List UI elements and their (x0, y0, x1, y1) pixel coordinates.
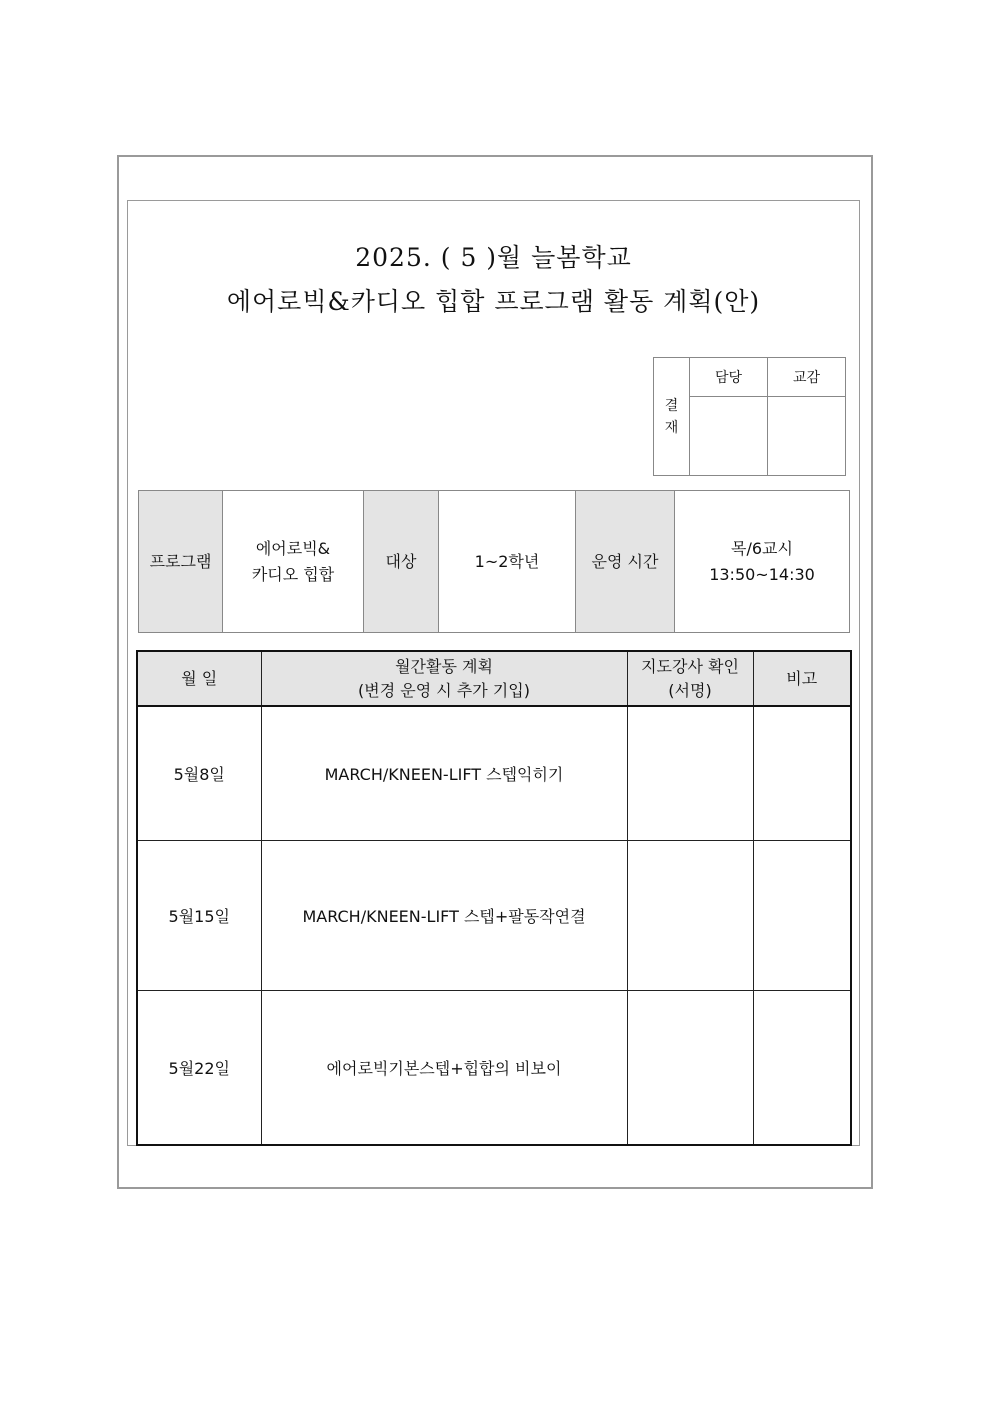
program-value-line-2: 카디오 힙합 (251, 564, 335, 584)
approval-side-label-2: 재 (664, 419, 679, 436)
approval-col-manager: 담당 (690, 358, 768, 397)
approval-col-vice-principal: 교감 (768, 358, 846, 397)
time-label: 운영 시간 (576, 491, 675, 633)
target-value: 1~2학년 (439, 491, 576, 633)
approval-side-label-1: 결 (664, 397, 679, 414)
row-note[interactable] (753, 840, 851, 990)
row-note[interactable] (753, 990, 851, 1145)
program-value (223, 491, 364, 633)
table-row (137, 840, 851, 990)
row-confirm-sign[interactable] (627, 706, 753, 840)
time-value-line-1: 목/6교시 (731, 538, 793, 558)
document-title-line-2: 에어로빅&카디오 힙합 프로그램 활동 계획(안) (226, 287, 761, 316)
row-confirm-sign[interactable] (627, 990, 753, 1145)
row-activity: 에어로빅기본스텝+힙합의 비보이 (261, 990, 627, 1145)
header-confirm (627, 651, 753, 706)
table-row (137, 706, 851, 840)
approval-side-label (654, 358, 690, 476)
program-label: 프로그램 (139, 491, 223, 633)
approval-sign-manager[interactable] (690, 397, 768, 476)
time-value (675, 491, 850, 633)
row-note[interactable] (753, 706, 851, 840)
row-activity: MARCH/KNEEN-LIFT 스텝익히기 (261, 706, 627, 840)
row-confirm-sign[interactable] (627, 840, 753, 990)
monthly-plan-table (136, 650, 852, 1146)
approval-box (653, 357, 846, 476)
row-date: 5월15일 (137, 840, 261, 990)
program-value-line-1: 에어로빅& (255, 538, 331, 558)
header-date: 월 일 (137, 651, 261, 706)
header-activity-line-2: (변경 운영 시 추가 기입) (358, 680, 530, 700)
row-date: 5월8일 (137, 706, 261, 840)
header-confirm-line-2: (서명) (668, 680, 712, 700)
approval-sign-vice-principal[interactable] (768, 397, 846, 476)
table-row (137, 990, 851, 1145)
document-title-line-1: 2025. ( 5 )월 늘봄학교 (355, 243, 632, 272)
row-activity: MARCH/KNEEN-LIFT 스텝+팔동작연결 (261, 840, 627, 990)
header-note: 비고 (753, 651, 851, 706)
header-activity-line-1: 월간활동 계획 (395, 656, 493, 676)
program-info-table (138, 490, 850, 633)
row-date: 5월22일 (137, 990, 261, 1145)
header-confirm-line-1: 지도강사 확인 (641, 656, 739, 676)
header-activity (261, 651, 627, 706)
time-value-line-2: 13:50~14:30 (709, 564, 815, 584)
target-label: 대상 (364, 491, 439, 633)
